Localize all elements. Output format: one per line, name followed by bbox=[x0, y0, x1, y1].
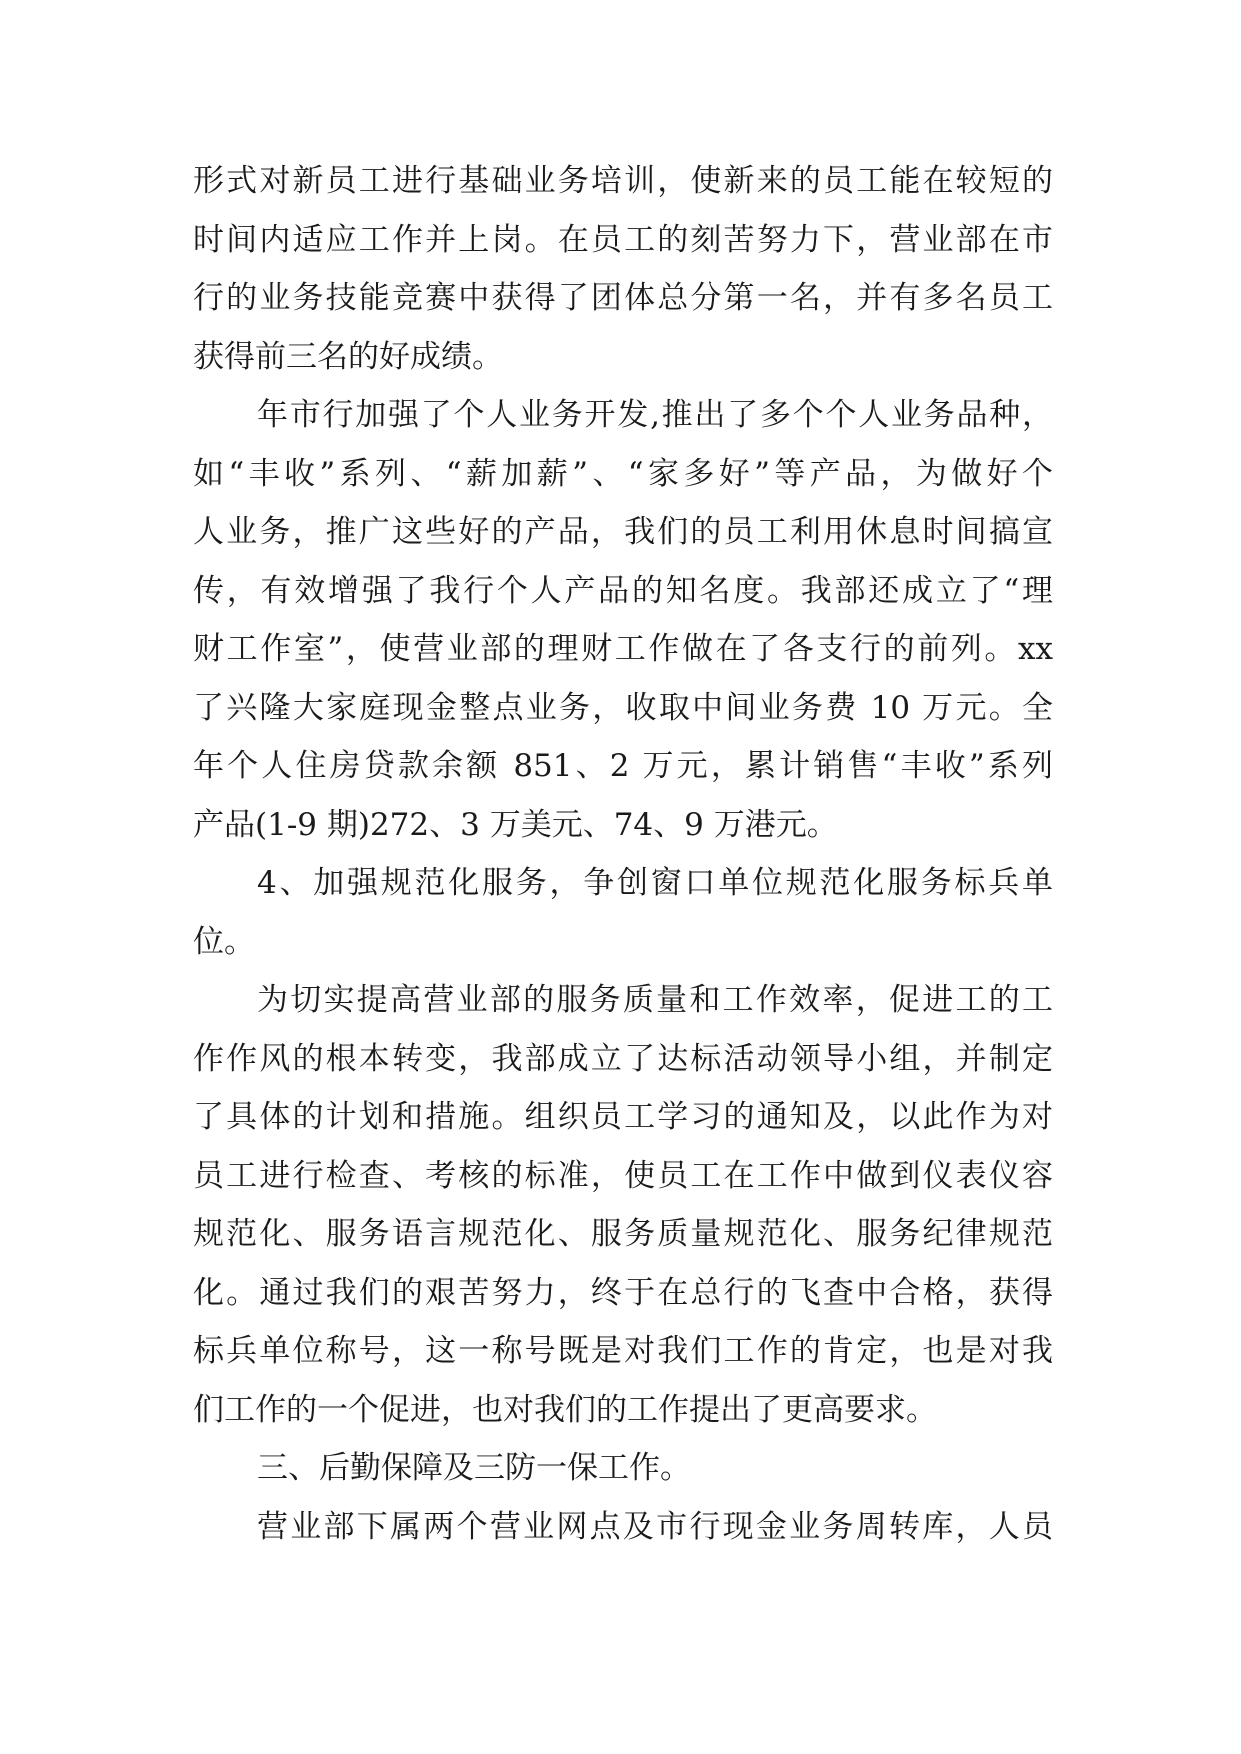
document-body bbox=[193, 152, 1053, 1556]
text-line: 营业部下属两个营业网点及市行现金业务周转库，人员 bbox=[257, 1508, 1053, 1545]
text-line: 作作风的根本转变，我部成立了达标活动领导小组，并制定 bbox=[193, 1040, 1053, 1077]
text-line: 行的业务技能竞赛中获得了团体总分第一名，并有多名员工 bbox=[193, 280, 1053, 316]
text-line: 传，有效增强了我行个人产品的知名度。我部还成立了“理 bbox=[193, 572, 1053, 609]
text-line: 如“丰收”系列、“薪加薪”、“家多好”等产品，为做好个 bbox=[193, 455, 1053, 492]
text-line: 化。通过我们的艰苦努力，终于在总行的飞查中合格，获得 bbox=[193, 1274, 1053, 1311]
text-line: 三、后勤保障及三防一保工作。 bbox=[257, 1450, 691, 1486]
text-line: 财工作室”，使营业部的理财工作做在了各支行的前列。xx bbox=[193, 631, 1053, 667]
text-line: 位。 bbox=[193, 923, 255, 960]
text-line: 年市行加强了个人业务开发,推出了多个个人业务品种， bbox=[257, 397, 1053, 433]
text-line: 了具体的计划和措施。组织员工学习的通知及，以此作为对 bbox=[193, 1099, 1053, 1135]
text-line: 产品(1-9 期)272、3 万美元、74、9 万港元。 bbox=[193, 806, 838, 843]
text-line: 们工作的一个促进，也对我们的工作提出了更高要求。 bbox=[193, 1391, 937, 1428]
text-line: 了兴隆大家庭现金整点业务，收取中间业务费 10 万元。全 bbox=[193, 689, 1053, 726]
text-line: 获得前三名的好成绩。 bbox=[193, 338, 503, 375]
text-line: 标兵单位称号，这一称号既是对我们工作的肯定，也是对我 bbox=[193, 1333, 1053, 1369]
text-line: 4、加强规范化服务，争创窗口单位规范化服务标兵单 bbox=[257, 865, 1053, 901]
text-line: 时间内适应工作并上岗。在员工的刻苦努力下，营业部在市 bbox=[193, 221, 1053, 258]
text-line: 员工进行检查、考核的标准，使员工在工作中做到仪表仪容 bbox=[193, 1157, 1053, 1194]
text-line: 年个人住房贷款余额 851、2 万元，累计销售“丰收”系列 bbox=[193, 748, 1053, 784]
text-line: 为切实提高营业部的服务质量和工作效率，促进工的工 bbox=[257, 982, 1053, 1018]
text-line: 形式对新员工进行基础业务培训，使新来的员工能在较短的 bbox=[193, 163, 1053, 199]
text-line: 规范化、服务语言规范化、服务质量规范化、服务纪律规范 bbox=[193, 1216, 1053, 1252]
text-line: 人业务，推广这些好的产品，我们的员工利用休息时间搞宣 bbox=[193, 514, 1053, 550]
